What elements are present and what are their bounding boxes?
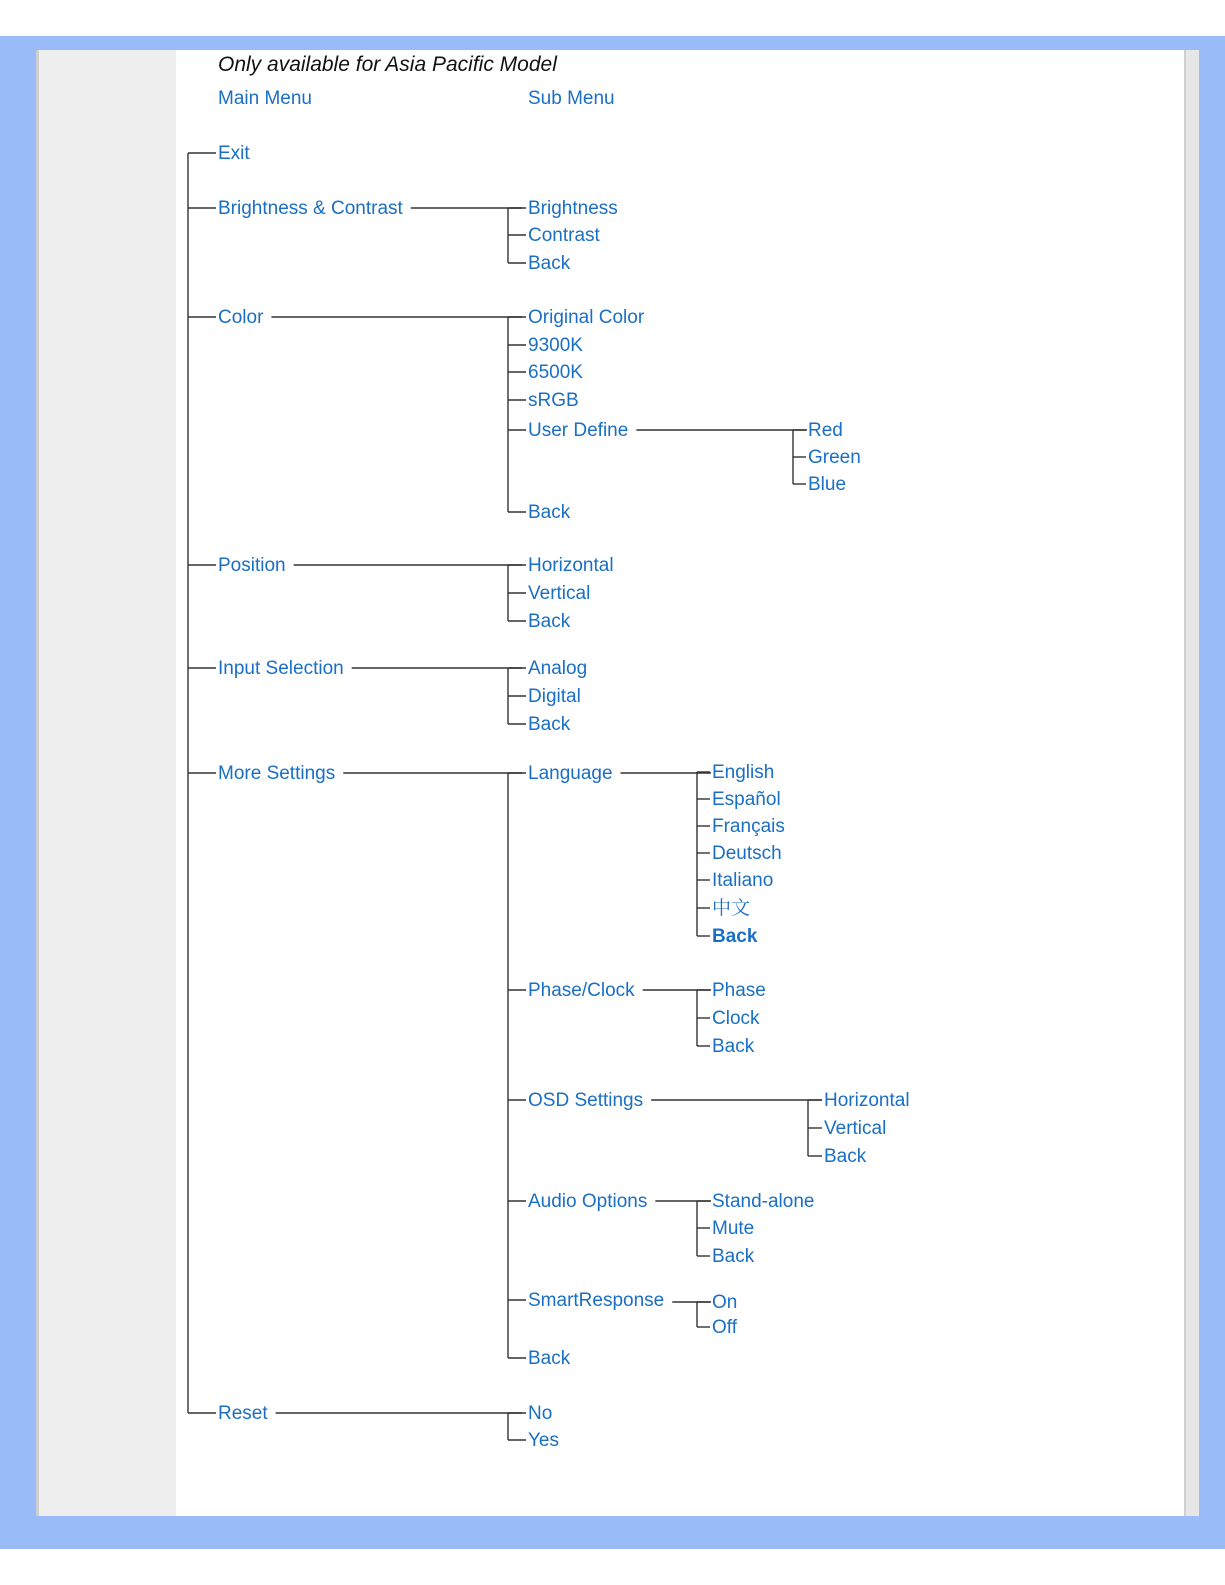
availability-note: Only available for Asia Pacific Model: [218, 53, 557, 76]
reset-yes-item[interactable]: Yes: [528, 1430, 559, 1451]
phase-clock-clock-item[interactable]: Clock: [712, 1008, 760, 1029]
audio-back-item[interactable]: Back: [712, 1246, 755, 1267]
position-back-item[interactable]: Back: [528, 611, 571, 632]
language-back-item[interactable]: Back: [712, 926, 758, 947]
brightness-brightness-item[interactable]: Brightness: [528, 198, 618, 219]
color-back-item[interactable]: Back: [528, 502, 571, 523]
more-phase-clock-item[interactable]: Phase/Clock: [528, 980, 635, 1001]
more-language-item[interactable]: Language: [528, 763, 613, 784]
osd-vertical-item[interactable]: Vertical: [824, 1118, 887, 1139]
audio-stand-alone-item[interactable]: Stand-alone: [712, 1191, 815, 1212]
color-original-color-item[interactable]: Original Color: [528, 307, 645, 328]
language-italiano-item[interactable]: Italiano: [712, 870, 774, 891]
more-osd-settings-item[interactable]: OSD Settings: [528, 1090, 644, 1111]
reset-no-item[interactable]: No: [528, 1403, 553, 1424]
main-item-exit[interactable]: Exit: [218, 143, 250, 164]
language-espa-ol-item[interactable]: Español: [712, 789, 781, 810]
position-horizontal-item[interactable]: Horizontal: [528, 555, 614, 576]
input-digital-item[interactable]: Digital: [528, 686, 581, 707]
position-vertical-item[interactable]: Vertical: [528, 583, 591, 604]
main-item-input-selection[interactable]: Input Selection: [218, 658, 344, 679]
color-6500k-item[interactable]: 6500K: [528, 362, 583, 383]
brightness-contrast-item[interactable]: Contrast: [528, 225, 600, 246]
language-fran-ais-item[interactable]: Français: [712, 816, 785, 837]
language-item-item[interactable]: 中文: [712, 898, 751, 919]
input-analog-item[interactable]: Analog: [528, 658, 588, 679]
more-smartresponse-item[interactable]: SmartResponse: [528, 1290, 665, 1311]
more-audio-options-item[interactable]: Audio Options: [528, 1191, 648, 1212]
osd-back-item[interactable]: Back: [824, 1146, 867, 1167]
more-back-item[interactable]: Back: [528, 1348, 571, 1369]
smart-response-off-item[interactable]: Off: [712, 1317, 737, 1338]
audio-mute-item[interactable]: Mute: [712, 1218, 755, 1239]
input-back-item[interactable]: Back: [528, 714, 571, 735]
osd-horizontal-item[interactable]: Horizontal: [824, 1090, 910, 1111]
color-9300k-item[interactable]: 9300K: [528, 335, 583, 356]
language-english-item[interactable]: English: [712, 762, 775, 783]
main-item-brightness-contrast[interactable]: Brightness & Contrast: [218, 198, 403, 219]
color-user-define-item[interactable]: User Define: [528, 420, 629, 441]
main-menu-header: Main Menu: [218, 88, 312, 109]
phase-clock-phase-item[interactable]: Phase: [712, 980, 766, 1001]
main-item-position[interactable]: Position: [218, 555, 286, 576]
main-item-more-settings[interactable]: More Settings: [218, 763, 336, 784]
phase-clock-back-item[interactable]: Back: [712, 1036, 755, 1057]
color-srgb-item[interactable]: sRGB: [528, 390, 579, 411]
main-item-color[interactable]: Color: [218, 307, 264, 328]
main-item-reset[interactable]: Reset: [218, 1403, 268, 1424]
language-deutsch-item[interactable]: Deutsch: [712, 843, 782, 864]
user-define-green-item[interactable]: Green: [808, 447, 861, 468]
user-define-blue-item[interactable]: Blue: [808, 474, 847, 495]
tree-labels: [218, 143, 910, 1451]
user-define-red-item[interactable]: Red: [808, 420, 843, 441]
sub-menu-header: Sub Menu: [528, 88, 615, 109]
smart-response-on-item[interactable]: On: [712, 1292, 738, 1313]
brightness-back-item[interactable]: Back: [528, 253, 571, 274]
